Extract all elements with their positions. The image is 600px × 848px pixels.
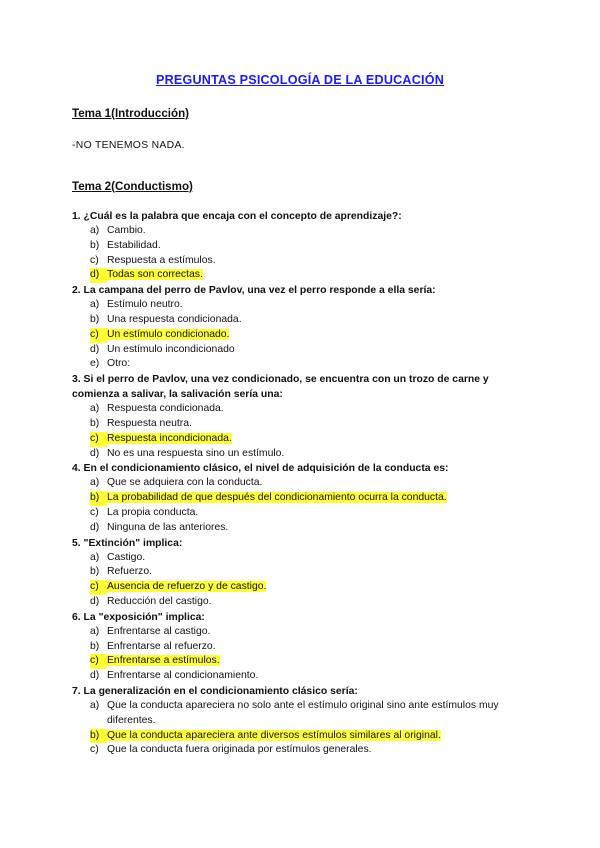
option-letter: b)	[90, 491, 107, 506]
option-text-wrap	[107, 313, 532, 328]
question-7	[72, 684, 532, 758]
option-text-wrap	[107, 447, 532, 462]
option-letter: c)	[90, 654, 107, 669]
option-text-wrap	[107, 729, 532, 744]
option-text-wrap	[107, 506, 532, 521]
option-text: Enfrentarse al castigo.	[107, 625, 211, 637]
option-text-wrap	[107, 565, 532, 580]
option-list	[72, 625, 532, 684]
option-text: Ninguna de las anteriores.	[107, 521, 229, 533]
answer-option	[72, 224, 532, 239]
option-letter: b)	[90, 640, 100, 652]
option-text-wrap	[107, 343, 532, 358]
question-list	[72, 209, 532, 758]
option-text: Respuesta neutra.	[107, 417, 192, 429]
correct-option-text: Ausencia de refuerzo y de castigo.	[107, 581, 267, 593]
option-letter: d)	[90, 268, 107, 283]
question-text: 1. ¿Cuál es la palabra que encaja con el concepto de aprendizaje?:	[72, 211, 402, 222]
option-text: No es una respuesta sino un estímulo.	[107, 447, 285, 459]
answer-option	[72, 565, 532, 580]
answer-option	[72, 551, 532, 566]
option-text-wrap	[107, 491, 532, 506]
answer-option	[72, 313, 532, 328]
question-text: 5. "Extinción" implica:	[72, 537, 183, 549]
answer-option	[72, 595, 532, 610]
option-text: Respuesta a estímulos.	[107, 254, 216, 266]
option-text-wrap	[107, 417, 532, 432]
correct-option-text: La probabilidad de que después del condicionamiento ocurra la conducta.	[107, 492, 447, 504]
option-letter: c)	[90, 506, 99, 518]
answer-option	[72, 699, 532, 729]
correct-option-text: Todas son correctas.	[107, 269, 203, 281]
option-text: Respuesta condicionada.	[107, 403, 224, 415]
answer-option	[72, 640, 532, 655]
question-text: 7. La generalización en el condicionamiento clásico sería:	[72, 685, 358, 697]
option-letter: d)	[90, 447, 100, 459]
correct-option-text: Un estímulo condicionado.	[107, 328, 230, 340]
answer-option	[72, 328, 532, 343]
answer-option	[72, 402, 532, 417]
answer-option	[72, 654, 532, 669]
option-letter: c)	[90, 254, 99, 266]
option-text-wrap	[107, 239, 532, 254]
option-letter: b)	[90, 729, 107, 744]
question-text: 4. En el condicionamiento clásico, el nivel de adquisición de la conducta es:	[72, 463, 449, 475]
option-text: Que se adquiera con la conducta.	[107, 477, 263, 489]
tema1-heading: Tema 1(Introducción)	[72, 107, 190, 120]
option-letter: b)	[90, 239, 100, 251]
option-text-wrap	[107, 328, 532, 343]
option-letter: a)	[90, 699, 100, 711]
option-text-wrap	[107, 402, 532, 417]
option-text-wrap	[107, 551, 532, 566]
option-letter: a)	[90, 299, 100, 311]
tema1-note: -NO TENEMOS NADA.	[72, 140, 185, 151]
option-text: Una respuesta condicionada.	[107, 313, 242, 325]
option-text-wrap	[107, 669, 532, 684]
answer-option	[72, 447, 532, 462]
answer-option	[72, 254, 532, 269]
option-letter: d)	[90, 521, 100, 533]
option-letter: d)	[90, 595, 100, 607]
answer-option	[72, 298, 532, 313]
answer-option	[72, 268, 532, 283]
answer-option	[72, 491, 532, 506]
option-text: Reducción del castigo.	[107, 595, 212, 607]
answer-option	[72, 506, 532, 521]
option-text: Que la conducta fuera originada por estímulos generales.	[107, 744, 372, 756]
option-letter: a)	[90, 403, 100, 415]
answer-option	[72, 343, 532, 358]
option-letter: b)	[90, 566, 100, 578]
option-list	[72, 476, 532, 535]
option-letter: b)	[90, 313, 100, 325]
option-letter: c)	[90, 744, 99, 756]
option-text-wrap	[107, 357, 532, 372]
option-text: Estabilidad.	[107, 239, 161, 251]
question-2	[72, 283, 532, 372]
option-text-wrap	[107, 224, 532, 239]
option-letter: e)	[90, 358, 100, 370]
question-text: 6. La "exposición" implica:	[72, 611, 205, 623]
option-list	[72, 224, 532, 283]
answer-option	[72, 580, 532, 595]
option-text: La propia conducta.	[107, 506, 199, 518]
option-text: Cambio.	[107, 225, 146, 236]
option-text-wrap	[107, 654, 532, 669]
correct-option-text: Enfrentarse a estímulos.	[107, 655, 220, 667]
question-3	[72, 372, 532, 461]
answer-option	[72, 743, 532, 758]
option-text-wrap	[107, 580, 532, 595]
correct-option-text: Que la conducta apareciera ante diversos estímulos similares al original.	[107, 729, 441, 741]
option-text-wrap	[107, 743, 532, 758]
option-text: Que la conducta apareciera no solo ante el estímulo original sino ante estímulos muy diferentes.	[107, 699, 499, 726]
option-letter: a)	[90, 477, 100, 489]
answer-option	[72, 417, 532, 432]
option-text-wrap	[107, 476, 532, 491]
option-text-wrap	[107, 699, 532, 729]
answer-option	[72, 432, 532, 447]
option-list	[72, 402, 532, 461]
answer-option	[72, 239, 532, 254]
question-5	[72, 536, 532, 610]
option-text-wrap	[107, 298, 532, 313]
option-text-wrap	[107, 640, 532, 655]
answer-option	[72, 476, 532, 491]
option-text: Un estímulo incondicionado	[107, 343, 235, 355]
option-text-wrap	[107, 254, 532, 269]
option-list	[72, 298, 532, 372]
answer-option	[72, 625, 532, 640]
option-letter: c)	[90, 580, 107, 595]
answer-option	[72, 357, 532, 372]
option-text: Enfrentarse al condicionamiento.	[107, 670, 259, 682]
answer-option	[72, 521, 532, 536]
option-text: Refuerzo.	[107, 566, 153, 578]
option-letter: a)	[90, 625, 100, 637]
document-title: PREGUNTAS PSICOLOGÍA DE LA EDUCACIÓN	[155, 73, 444, 87]
option-letter: d)	[90, 670, 100, 682]
correct-option-text: Respuesta incondicionada.	[107, 432, 232, 444]
option-letter: b)	[90, 417, 100, 429]
option-text: Otro:	[107, 358, 131, 370]
option-text: Estímulo neutro.	[107, 299, 183, 311]
option-letter: a)	[90, 225, 100, 236]
question-text: 2. La campana del perro de Pavlov, una vez el perro responde a ella sería:	[72, 285, 436, 297]
option-letter: c)	[90, 328, 107, 343]
option-text-wrap	[107, 268, 532, 283]
question-4	[72, 461, 532, 535]
option-text: Enfrentarse al refuerzo.	[107, 640, 216, 652]
tema2-heading: Tema 2(Conductismo)	[72, 180, 193, 193]
option-letter: d)	[90, 343, 100, 355]
option-text: Castigo.	[107, 551, 146, 563]
option-text-wrap	[107, 432, 532, 447]
option-letter: a)	[90, 551, 100, 563]
question-6	[72, 610, 532, 684]
option-text-wrap	[107, 521, 532, 536]
question-1	[72, 209, 532, 283]
question-text: 3. Si el perro de Pavlov, una vez condicionado, se encuentra con un trozo de carne y comienza a salivar, la salivación sería una:	[72, 374, 489, 401]
option-text-wrap	[107, 595, 532, 610]
option-text-wrap	[107, 625, 532, 640]
answer-option	[72, 669, 532, 684]
option-letter: c)	[90, 432, 107, 447]
option-list	[72, 699, 532, 758]
answer-option	[72, 729, 532, 744]
option-list	[72, 551, 532, 610]
